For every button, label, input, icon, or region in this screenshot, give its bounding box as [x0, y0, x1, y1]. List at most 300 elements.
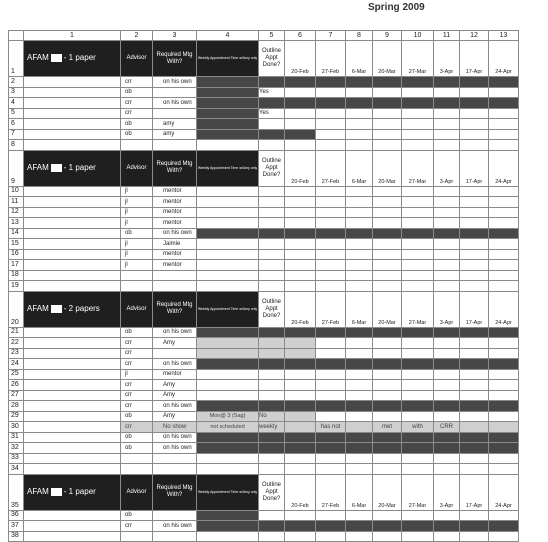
empty-cell: [460, 140, 489, 151]
column-number: 2: [121, 31, 153, 41]
row-number: 37: [9, 521, 24, 532]
advisor-header: Advisor: [121, 41, 153, 77]
date-cell: [402, 197, 434, 208]
date-header: 27-Mar: [402, 150, 434, 186]
date-cell: [373, 521, 402, 532]
date-cell: [460, 77, 489, 88]
date-cell: [434, 218, 460, 229]
date-cell: [346, 401, 373, 412]
date-header: 3-Apr: [434, 41, 460, 77]
date-cell: [402, 77, 434, 88]
date-cell: [285, 359, 316, 370]
meeting-with-cell: [153, 87, 197, 98]
row-number: 36: [9, 510, 24, 521]
student-name-cell: [24, 119, 121, 130]
date-cell: [434, 119, 460, 130]
date-cell: [402, 260, 434, 271]
date-cell: [316, 87, 346, 98]
row-number: 5: [9, 108, 24, 119]
date-cell: [489, 338, 519, 349]
date-cell: [402, 98, 434, 109]
section-label: [24, 41, 121, 77]
advisor-header: Advisor: [121, 474, 153, 510]
redacted-box: [51, 488, 62, 496]
meeting-with-cell: mentor: [153, 260, 197, 271]
date-cell: [316, 239, 346, 250]
date-cell: has not: [316, 422, 346, 433]
date-cell: [346, 443, 373, 454]
advisor-cell: jl: [121, 260, 153, 271]
row-number: 32: [9, 443, 24, 454]
student-name-cell: [24, 432, 121, 443]
row-number: 24: [9, 359, 24, 370]
empty-cell: [259, 270, 285, 281]
student-name-cell: [24, 369, 121, 380]
advisor-cell: ob: [121, 411, 153, 422]
column-number: 6: [285, 31, 316, 41]
section-title: AFAM: [27, 487, 49, 497]
outline-cell: weekly: [259, 422, 285, 433]
date-cell: [489, 119, 519, 130]
date-cell: [460, 380, 489, 391]
row-number: 13: [9, 218, 24, 229]
date-header: 6-Mar: [346, 41, 373, 77]
date-cell: [434, 77, 460, 88]
date-cell: [316, 359, 346, 370]
student-row: [9, 260, 519, 271]
date-cell: [346, 119, 373, 130]
date-header: 3-Apr: [434, 474, 460, 510]
advisor-cell: jl: [121, 186, 153, 197]
outline-cell: [259, 369, 285, 380]
empty-cell: [373, 464, 402, 475]
date-cell: [373, 186, 402, 197]
row-number: 31: [9, 432, 24, 443]
outline-cell: [259, 390, 285, 401]
empty-cell: [434, 270, 460, 281]
student-name-cell: [24, 249, 121, 260]
empty-cell: [285, 531, 316, 542]
column-number: 7: [316, 31, 346, 41]
date-cell: [489, 359, 519, 370]
section-header-row: [9, 291, 519, 327]
date-cell: [316, 77, 346, 88]
date-cell: [316, 338, 346, 349]
meeting-with-cell: mentor: [153, 186, 197, 197]
advisor-cell: crr: [121, 422, 153, 433]
empty-cell: [153, 270, 197, 281]
empty-cell: [197, 281, 259, 292]
date-header: 20-Feb: [285, 474, 316, 510]
student-name-cell: [24, 228, 121, 239]
row-number: 29: [9, 411, 24, 422]
date-header: 24-Apr: [489, 291, 519, 327]
advisor-cell: ob: [121, 510, 153, 521]
empty-cell: [373, 531, 402, 542]
meeting-with-cell: on his own: [153, 432, 197, 443]
date-cell: [460, 401, 489, 412]
student-row: [9, 521, 519, 532]
date-cell: [285, 207, 316, 218]
empty-cell: [153, 140, 197, 151]
column-number: 9: [373, 31, 402, 41]
advisor-cell: ob: [121, 327, 153, 338]
date-cell: [316, 197, 346, 208]
date-cell: [434, 197, 460, 208]
advisor-cell: jl: [121, 207, 153, 218]
student-name-cell: [24, 348, 121, 359]
outline-cell: [259, 521, 285, 532]
date-cell: [489, 401, 519, 412]
section-header-row: [9, 150, 519, 186]
empty-cell: [24, 531, 121, 542]
date-header: 27-Feb: [316, 150, 346, 186]
date-cell: [489, 207, 519, 218]
date-cell: [434, 401, 460, 412]
meeting-with-cell: on his own: [153, 327, 197, 338]
row-number: 17: [9, 260, 24, 271]
date-cell: [434, 521, 460, 532]
date-cell: [434, 390, 460, 401]
date-cell: [460, 197, 489, 208]
date-cell: [285, 348, 316, 359]
student-name-cell: [24, 98, 121, 109]
row-number: 7: [9, 129, 24, 140]
date-cell: [460, 510, 489, 521]
date-cell: [346, 129, 373, 140]
date-cell: [489, 186, 519, 197]
date-cell: [285, 422, 316, 433]
empty-cell: [285, 453, 316, 464]
empty-cell: [489, 453, 519, 464]
empty-cell: [434, 281, 460, 292]
date-header: 24-Apr: [489, 150, 519, 186]
date-cell: [402, 338, 434, 349]
weekly-appt-cell: [197, 77, 259, 88]
date-cell: [434, 327, 460, 338]
empty-cell: [316, 464, 346, 475]
date-cell: [489, 390, 519, 401]
date-cell: [316, 390, 346, 401]
advisor-cell: crr: [121, 380, 153, 391]
student-name-cell: [24, 359, 121, 370]
date-cell: [346, 197, 373, 208]
date-header: 6-Mar: [346, 474, 373, 510]
date-cell: [460, 390, 489, 401]
date-cell: [460, 411, 489, 422]
empty-cell: [121, 281, 153, 292]
date-cell: [316, 249, 346, 260]
advisor-cell: ob: [121, 87, 153, 98]
date-cell: [460, 218, 489, 229]
date-header: 3-Apr: [434, 150, 460, 186]
date-cell: [285, 380, 316, 391]
outline-cell: Yes: [259, 87, 285, 98]
date-cell: [434, 186, 460, 197]
empty-cell: [24, 464, 121, 475]
weekly-appt-cell: [197, 338, 259, 349]
empty-cell: [153, 464, 197, 475]
row-number: 28: [9, 401, 24, 412]
empty-cell: [402, 464, 434, 475]
row-number: 22: [9, 338, 24, 349]
date-cell: [460, 260, 489, 271]
outline-cell: [259, 197, 285, 208]
outline-cell: [259, 380, 285, 391]
weekly-appt-cell: [197, 108, 259, 119]
date-cell: [489, 197, 519, 208]
empty-cell: [285, 281, 316, 292]
date-cell: [434, 239, 460, 250]
row-number: 15: [9, 239, 24, 250]
date-cell: [373, 348, 402, 359]
date-cell: [346, 239, 373, 250]
outline-cell: [259, 239, 285, 250]
date-cell: [434, 411, 460, 422]
row-number: 2: [9, 77, 24, 88]
weekly-appt-cell: [197, 228, 259, 239]
date-cell: [434, 228, 460, 239]
required-mtg-header: Required Mtg With?: [153, 291, 197, 327]
date-cell: [402, 359, 434, 370]
meeting-with-cell: Amy: [153, 411, 197, 422]
date-header: 20-Mar: [373, 474, 402, 510]
date-cell: [460, 249, 489, 260]
date-cell: [373, 411, 402, 422]
date-cell: [489, 432, 519, 443]
row-number: 18: [9, 270, 24, 281]
date-cell: [346, 228, 373, 239]
meeting-with-cell: amy: [153, 119, 197, 130]
date-cell: [373, 443, 402, 454]
date-cell: [434, 260, 460, 271]
empty-cell: [153, 281, 197, 292]
date-cell: [402, 207, 434, 218]
outline-cell: [259, 348, 285, 359]
meeting-with-cell: on his own: [153, 401, 197, 412]
student-name-cell: [24, 443, 121, 454]
blank-row: [9, 140, 519, 151]
empty-cell: [346, 464, 373, 475]
outline-cell: [259, 327, 285, 338]
date-cell: [402, 186, 434, 197]
weekly-appt-cell: [197, 186, 259, 197]
weekly-appt-cell: [197, 443, 259, 454]
student-name-cell: [24, 108, 121, 119]
date-cell: [346, 359, 373, 370]
date-header: 27-Mar: [402, 291, 434, 327]
date-cell: [489, 129, 519, 140]
date-header: 27-Mar: [402, 41, 434, 77]
outline-cell: [259, 77, 285, 88]
student-name-cell: [24, 380, 121, 391]
empty-cell: [259, 531, 285, 542]
date-cell: [402, 380, 434, 391]
date-cell: [434, 108, 460, 119]
date-cell: [373, 239, 402, 250]
date-cell: [346, 98, 373, 109]
column-number: 5: [259, 31, 285, 41]
date-cell: [316, 327, 346, 338]
empty-cell: [316, 453, 346, 464]
empty-cell: [24, 453, 121, 464]
student-row: [9, 327, 519, 338]
weekly-appt-cell: [197, 348, 259, 359]
weekly-appt-cell: Mon@ 3 (Sag): [197, 411, 259, 422]
empty-cell: [402, 531, 434, 542]
date-cell: [434, 207, 460, 218]
row-number: 20: [9, 291, 24, 327]
date-cell: [402, 369, 434, 380]
date-cell: [285, 218, 316, 229]
blank-row: [9, 270, 519, 281]
date-cell: [373, 129, 402, 140]
student-name-cell: [24, 338, 121, 349]
advisor-cell: crr: [121, 401, 153, 412]
advisor-cell: crr: [121, 348, 153, 359]
row-number: 1: [9, 41, 24, 77]
date-cell: [373, 228, 402, 239]
student-name-cell: [24, 327, 121, 338]
date-cell: [346, 108, 373, 119]
section-title: AFAM: [27, 53, 49, 63]
date-cell: [373, 197, 402, 208]
advisor-cell: crr: [121, 77, 153, 88]
date-cell: [373, 260, 402, 271]
date-cell: [460, 348, 489, 359]
empty-cell: [285, 464, 316, 475]
student-name-cell: [24, 77, 121, 88]
weekly-appt-cell: [197, 432, 259, 443]
date-cell: [346, 369, 373, 380]
empty-cell: [259, 281, 285, 292]
date-cell: [346, 380, 373, 391]
empty-cell: [346, 453, 373, 464]
date-cell: [460, 359, 489, 370]
date-cell: [373, 369, 402, 380]
student-row: [9, 228, 519, 239]
date-cell: [489, 369, 519, 380]
weekly-appt-cell: [197, 119, 259, 130]
student-name-cell: [24, 87, 121, 98]
meeting-with-cell: No show: [153, 422, 197, 433]
date-cell: [346, 510, 373, 521]
student-name-cell: [24, 401, 121, 412]
paper-count: - 1 paper: [63, 53, 96, 63]
blank-row: [9, 453, 519, 464]
date-cell: [373, 327, 402, 338]
date-cell: [402, 443, 434, 454]
student-row: [9, 239, 519, 250]
empty-cell: [121, 531, 153, 542]
weekly-appt-cell: [197, 260, 259, 271]
meeting-with-cell: mentor: [153, 369, 197, 380]
date-cell: [285, 186, 316, 197]
required-mtg-header: Required Mtg With?: [153, 474, 197, 510]
advisor-cell: jl: [121, 369, 153, 380]
empty-cell: [402, 140, 434, 151]
date-cell: [346, 422, 373, 433]
outline-cell: [259, 432, 285, 443]
date-header: 20-Feb: [285, 291, 316, 327]
student-name-cell: [24, 390, 121, 401]
date-cell: [402, 87, 434, 98]
date-cell: [373, 207, 402, 218]
row-number: 21: [9, 327, 24, 338]
student-row: [9, 443, 519, 454]
weekly-appt-cell: [197, 380, 259, 391]
column-number: 1: [24, 31, 121, 41]
weekly-appt-header: Weekly Appointment Time w/Amy only: [197, 150, 259, 186]
date-cell: [285, 401, 316, 412]
weekly-appt-cell: [197, 510, 259, 521]
date-cell: [285, 338, 316, 349]
weekly-appt-header: Weekly Appointment Time w/Amy only: [197, 291, 259, 327]
meeting-with-cell: on his own: [153, 228, 197, 239]
row-number: 33: [9, 453, 24, 464]
meeting-with-cell: on his own: [153, 443, 197, 454]
column-number: 13: [489, 31, 519, 41]
date-cell: [346, 411, 373, 422]
weekly-appt-cell: [197, 218, 259, 229]
date-cell: [373, 108, 402, 119]
row-number: 9: [9, 150, 24, 186]
outline-cell: [259, 401, 285, 412]
row-number: 8: [9, 140, 24, 151]
date-cell: [316, 348, 346, 359]
date-header: 6-Mar: [346, 291, 373, 327]
weekly-appt-cell: [197, 129, 259, 140]
student-row: [9, 380, 519, 391]
outline-cell: No: [259, 411, 285, 422]
student-row: [9, 338, 519, 349]
date-cell: [285, 239, 316, 250]
weekly-appt-cell: [197, 359, 259, 370]
empty-cell: [259, 453, 285, 464]
row-number: 4: [9, 98, 24, 109]
date-header: 6-Mar: [346, 150, 373, 186]
date-cell: [489, 98, 519, 109]
date-header: 17-Apr: [460, 291, 489, 327]
student-row: [9, 411, 519, 422]
student-row: [9, 218, 519, 229]
date-cell: [285, 87, 316, 98]
date-header: 20-Mar: [373, 41, 402, 77]
empty-cell: [285, 270, 316, 281]
sheet-title: Spring 2009: [368, 2, 425, 13]
outline-header: Outline Appt Done?: [259, 150, 285, 186]
outline-cell: [259, 98, 285, 109]
blank-row: [9, 281, 519, 292]
empty-cell: [460, 453, 489, 464]
date-cell: [316, 129, 346, 140]
meeting-with-cell: mentor: [153, 207, 197, 218]
empty-cell: [197, 531, 259, 542]
student-row: [9, 77, 519, 88]
student-name-cell: [24, 207, 121, 218]
outline-cell: [259, 218, 285, 229]
date-header: 27-Feb: [316, 41, 346, 77]
date-cell: [285, 510, 316, 521]
date-cell: [346, 260, 373, 271]
advisor-cell: crr: [121, 98, 153, 109]
date-cell: [373, 119, 402, 130]
student-row: [9, 369, 519, 380]
empty-cell: [285, 140, 316, 151]
column-number-row: [9, 31, 519, 41]
section-header-row: [9, 474, 519, 510]
date-cell: [402, 129, 434, 140]
